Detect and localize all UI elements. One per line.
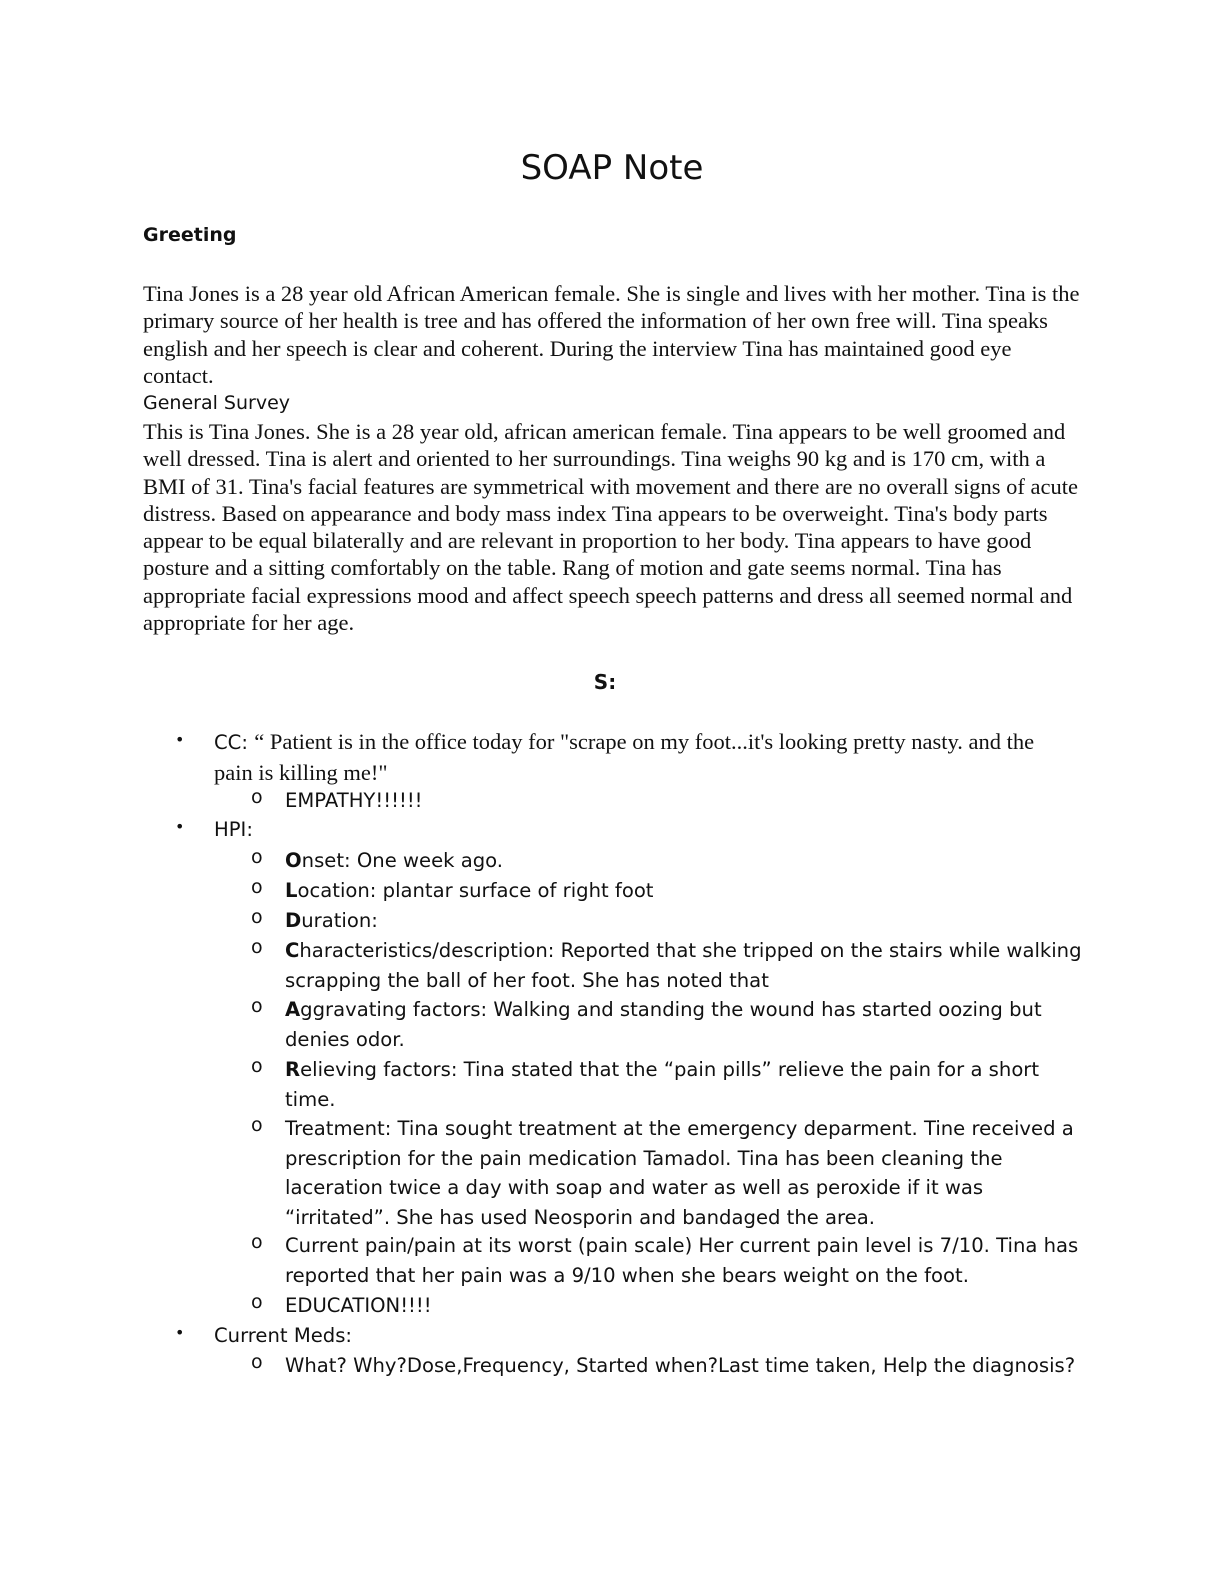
general-survey-paragraph: This is Tina Jones. She is a 28 year old, african american female. Tina appears to be well groomed and well dressed. Tina is alert and oriented to her surroundings. Tina weighs 90 kg and is 170 cm, with a BMI of 31. Tina's facial features are symmetrical with movement and there are no overall signs of acute distress. Based on appearance and body mass index Tina appears to be overweight. Tina's body parts appear to be equal bilaterally and are relevant in proportion to her body. Tina appears to have good posture and a sitting comfortably on the table. Rang of motion and gate seems normal. Tina has appropriate facial expressions mood and affect speech speech patterns and dress all seemed normal and appropriate for her age. <box>143 419 1079 636</box>
cc-item <box>214 727 1074 788</box>
sub-bullet: o <box>251 846 263 868</box>
hpi-location: Location: plantar surface of right foot <box>285 879 654 902</box>
hpi-characteristics: Characteristics/description: Reported that she tripped on the stairs while walking scrapping the ball of her foot. She has noted that <box>285 939 1082 992</box>
hpi-duration: Duration: <box>285 909 378 932</box>
sub-bullet: o <box>251 995 263 1017</box>
greeting-paragraph: Tina Jones is a 28 year old African American female. She is single and lives with her mother. Tina is the primary source of her health is tree and has offered the information of her own free will. Tina speaks english and her speech is clear and coherent. During the interview Tina has maintained good eye contact. <box>143 281 1080 388</box>
cc-label: CC: <box>214 731 255 754</box>
hpi-aggravating: Aggravating factors: Walking and standing the wound has started oozing but denies odor. <box>285 998 1042 1051</box>
general-survey-heading: General Survey <box>143 392 291 414</box>
meds-sub-item: What? Why?Dose,Frequency, Started when?Last time taken, Help the diagnosis? <box>285 1354 1076 1377</box>
sub-bullet: o <box>251 876 263 898</box>
sub-bullet: o <box>251 1114 263 1136</box>
page-title: SOAP Note <box>520 148 704 188</box>
hpi-relieving: Relieving factors: Tina stated that the “pain pills” relieve the pain for a short time. <box>285 1058 1040 1111</box>
meds-label: Current Meds: <box>214 1324 353 1347</box>
hpi-education: EDUCATION!!!! <box>285 1294 432 1317</box>
greeting-heading: Greeting <box>143 224 237 246</box>
hpi-onset: Onset: One week ago. <box>285 849 504 872</box>
sub-bullet: o <box>251 1291 263 1313</box>
subjective-heading: S: <box>593 670 617 694</box>
hpi-treatment: Treatment: Tina sought treatment at the emergency deparment. Tine received a prescription for the pain medication Tamadol. Tina has been cleaning the laceration twice a day with soap and water as well as peroxide if it was “irritated”. She has used Neosporin and bandaged the area. <box>285 1117 1074 1229</box>
hpi-current-pain: Current pain/pain at its worst (pain scale) Her current pain level is 7/10. Tina has reported that her pain was a 9/10 when she bears weight on the foot. <box>285 1234 1079 1287</box>
bullet-meds: • <box>175 1323 185 1342</box>
sub-bullet: o <box>251 936 263 958</box>
bullet-hpi: • <box>175 817 185 836</box>
sub-bullet: o <box>251 786 263 808</box>
sub-bullet: o <box>251 1055 263 1077</box>
sub-bullet: o <box>251 906 263 928</box>
sub-bullet: o <box>251 1231 263 1253</box>
hpi-label: HPI: <box>214 818 253 841</box>
bullet-cc: • <box>175 730 185 749</box>
cc-text: “ Patient is in the office today for "scrape on my foot...it's looking pretty nasty. and the pain is killing me!" <box>214 729 1035 785</box>
cc-sub-item: EMPATHY!!!!!! <box>285 789 423 812</box>
sub-bullet: o <box>251 1351 263 1373</box>
